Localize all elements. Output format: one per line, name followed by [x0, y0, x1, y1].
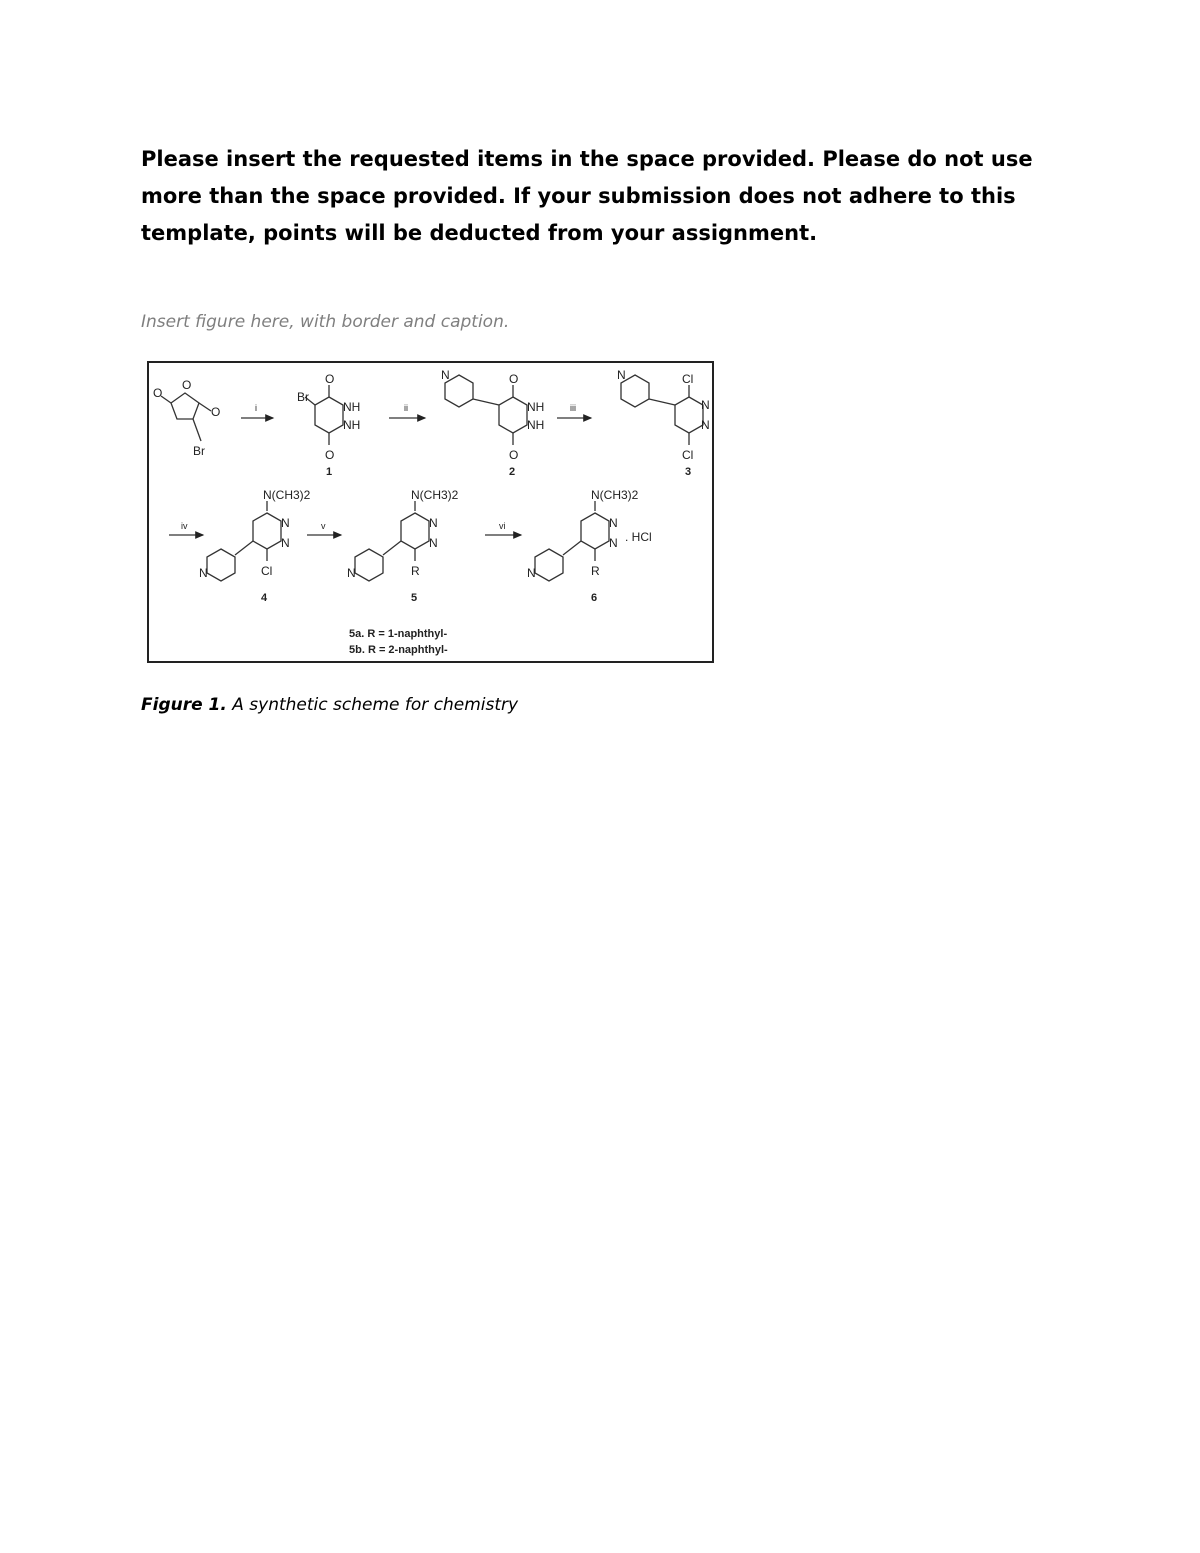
- variant-5b: 5b. R = 2-naphthyl-: [349, 644, 448, 656]
- c4-pyridine-n: N: [199, 566, 208, 580]
- c2-o-bottom: O: [509, 448, 519, 462]
- step-label-iii: iii: [570, 403, 576, 413]
- c3-n-bottom: N: [701, 418, 710, 432]
- instructions-line-3: template, points will be deducted from your assignment.: [141, 221, 818, 245]
- c5-pyridine-n: N: [347, 566, 356, 580]
- variant-5a: 5a. R = 1-naphthyl-: [349, 628, 448, 640]
- c2-nh-top: NH: [527, 400, 545, 414]
- compound-number-6: 6: [591, 592, 598, 604]
- starting-material: [153, 378, 220, 458]
- sm-o-right: O: [211, 405, 221, 419]
- sm-o-left: O: [153, 386, 163, 400]
- step-label-ii: ii: [404, 403, 408, 413]
- c4-cl: Cl: [261, 564, 273, 578]
- c4-nme2: N(CH3)2: [263, 488, 311, 502]
- c6-r: R: [591, 564, 600, 578]
- synthetic-scheme-figure: [147, 361, 714, 663]
- step-label-v: v: [321, 521, 326, 531]
- c1-nh-top: NH: [343, 400, 361, 414]
- compound-number-2: 2: [509, 466, 516, 478]
- sm-o-ring: O: [182, 378, 192, 392]
- caption-label: Figure 1.: [141, 695, 227, 715]
- compound-number-1: 1: [326, 466, 333, 478]
- c6-n-bottom: N: [609, 536, 618, 550]
- sm-br: Br: [193, 444, 205, 458]
- scheme-drawing: [149, 363, 712, 661]
- compound-number-5: 5: [411, 592, 418, 604]
- c1-o-top: O: [325, 372, 335, 386]
- compound-4: [199, 488, 311, 604]
- instructions-text: [141, 141, 1041, 252]
- compound-2: [441, 368, 544, 478]
- figure-hint: Insert figure here, with border and caption.: [141, 312, 510, 332]
- caption-text: A synthetic scheme for chemistry: [226, 695, 519, 715]
- step-label-iv: iv: [181, 521, 188, 531]
- c6-nme2: N(CH3)2: [591, 488, 639, 502]
- c2-nh-bottom: NH: [527, 418, 545, 432]
- compound-number-3: 3: [685, 466, 692, 478]
- c5-n-bottom: N: [429, 536, 438, 550]
- compound-number-4: 4: [261, 592, 268, 604]
- c5-nme2: N(CH3)2: [411, 488, 459, 502]
- c3-n-top: N: [701, 398, 710, 412]
- instructions-line-2: more than the space provided. If your submission does not adhere to this: [141, 184, 1016, 208]
- c2-pyridine-n: N: [441, 368, 450, 382]
- instructions-line-1: Please insert the requested items in the space provided. Please do not use: [141, 147, 1033, 171]
- c1-br: Br: [297, 390, 309, 404]
- c2-o-top: O: [509, 372, 519, 386]
- step-label-vi: vi: [499, 521, 506, 531]
- c1-nh-bottom: NH: [343, 418, 361, 432]
- c5-r: R: [411, 564, 420, 578]
- c3-pyridine-n: N: [617, 368, 626, 382]
- figure-caption: [141, 695, 518, 715]
- c5-n-top: N: [429, 516, 438, 530]
- c6-n-top: N: [609, 516, 618, 530]
- c4-n-bottom: N: [281, 536, 290, 550]
- compound-1: [297, 372, 360, 478]
- c3-cl-top: Cl: [682, 372, 694, 386]
- compound-6: [527, 488, 652, 604]
- step-label-i: i: [255, 403, 257, 413]
- c4-n-top: N: [281, 516, 290, 530]
- c6-pyridine-n: N: [527, 566, 536, 580]
- c6-hcl: . HCl: [625, 530, 652, 544]
- c3-cl-bottom: Cl: [682, 448, 694, 462]
- compound-3: [617, 368, 710, 478]
- c1-o-bottom: O: [325, 448, 335, 462]
- compound-5: [347, 488, 459, 604]
